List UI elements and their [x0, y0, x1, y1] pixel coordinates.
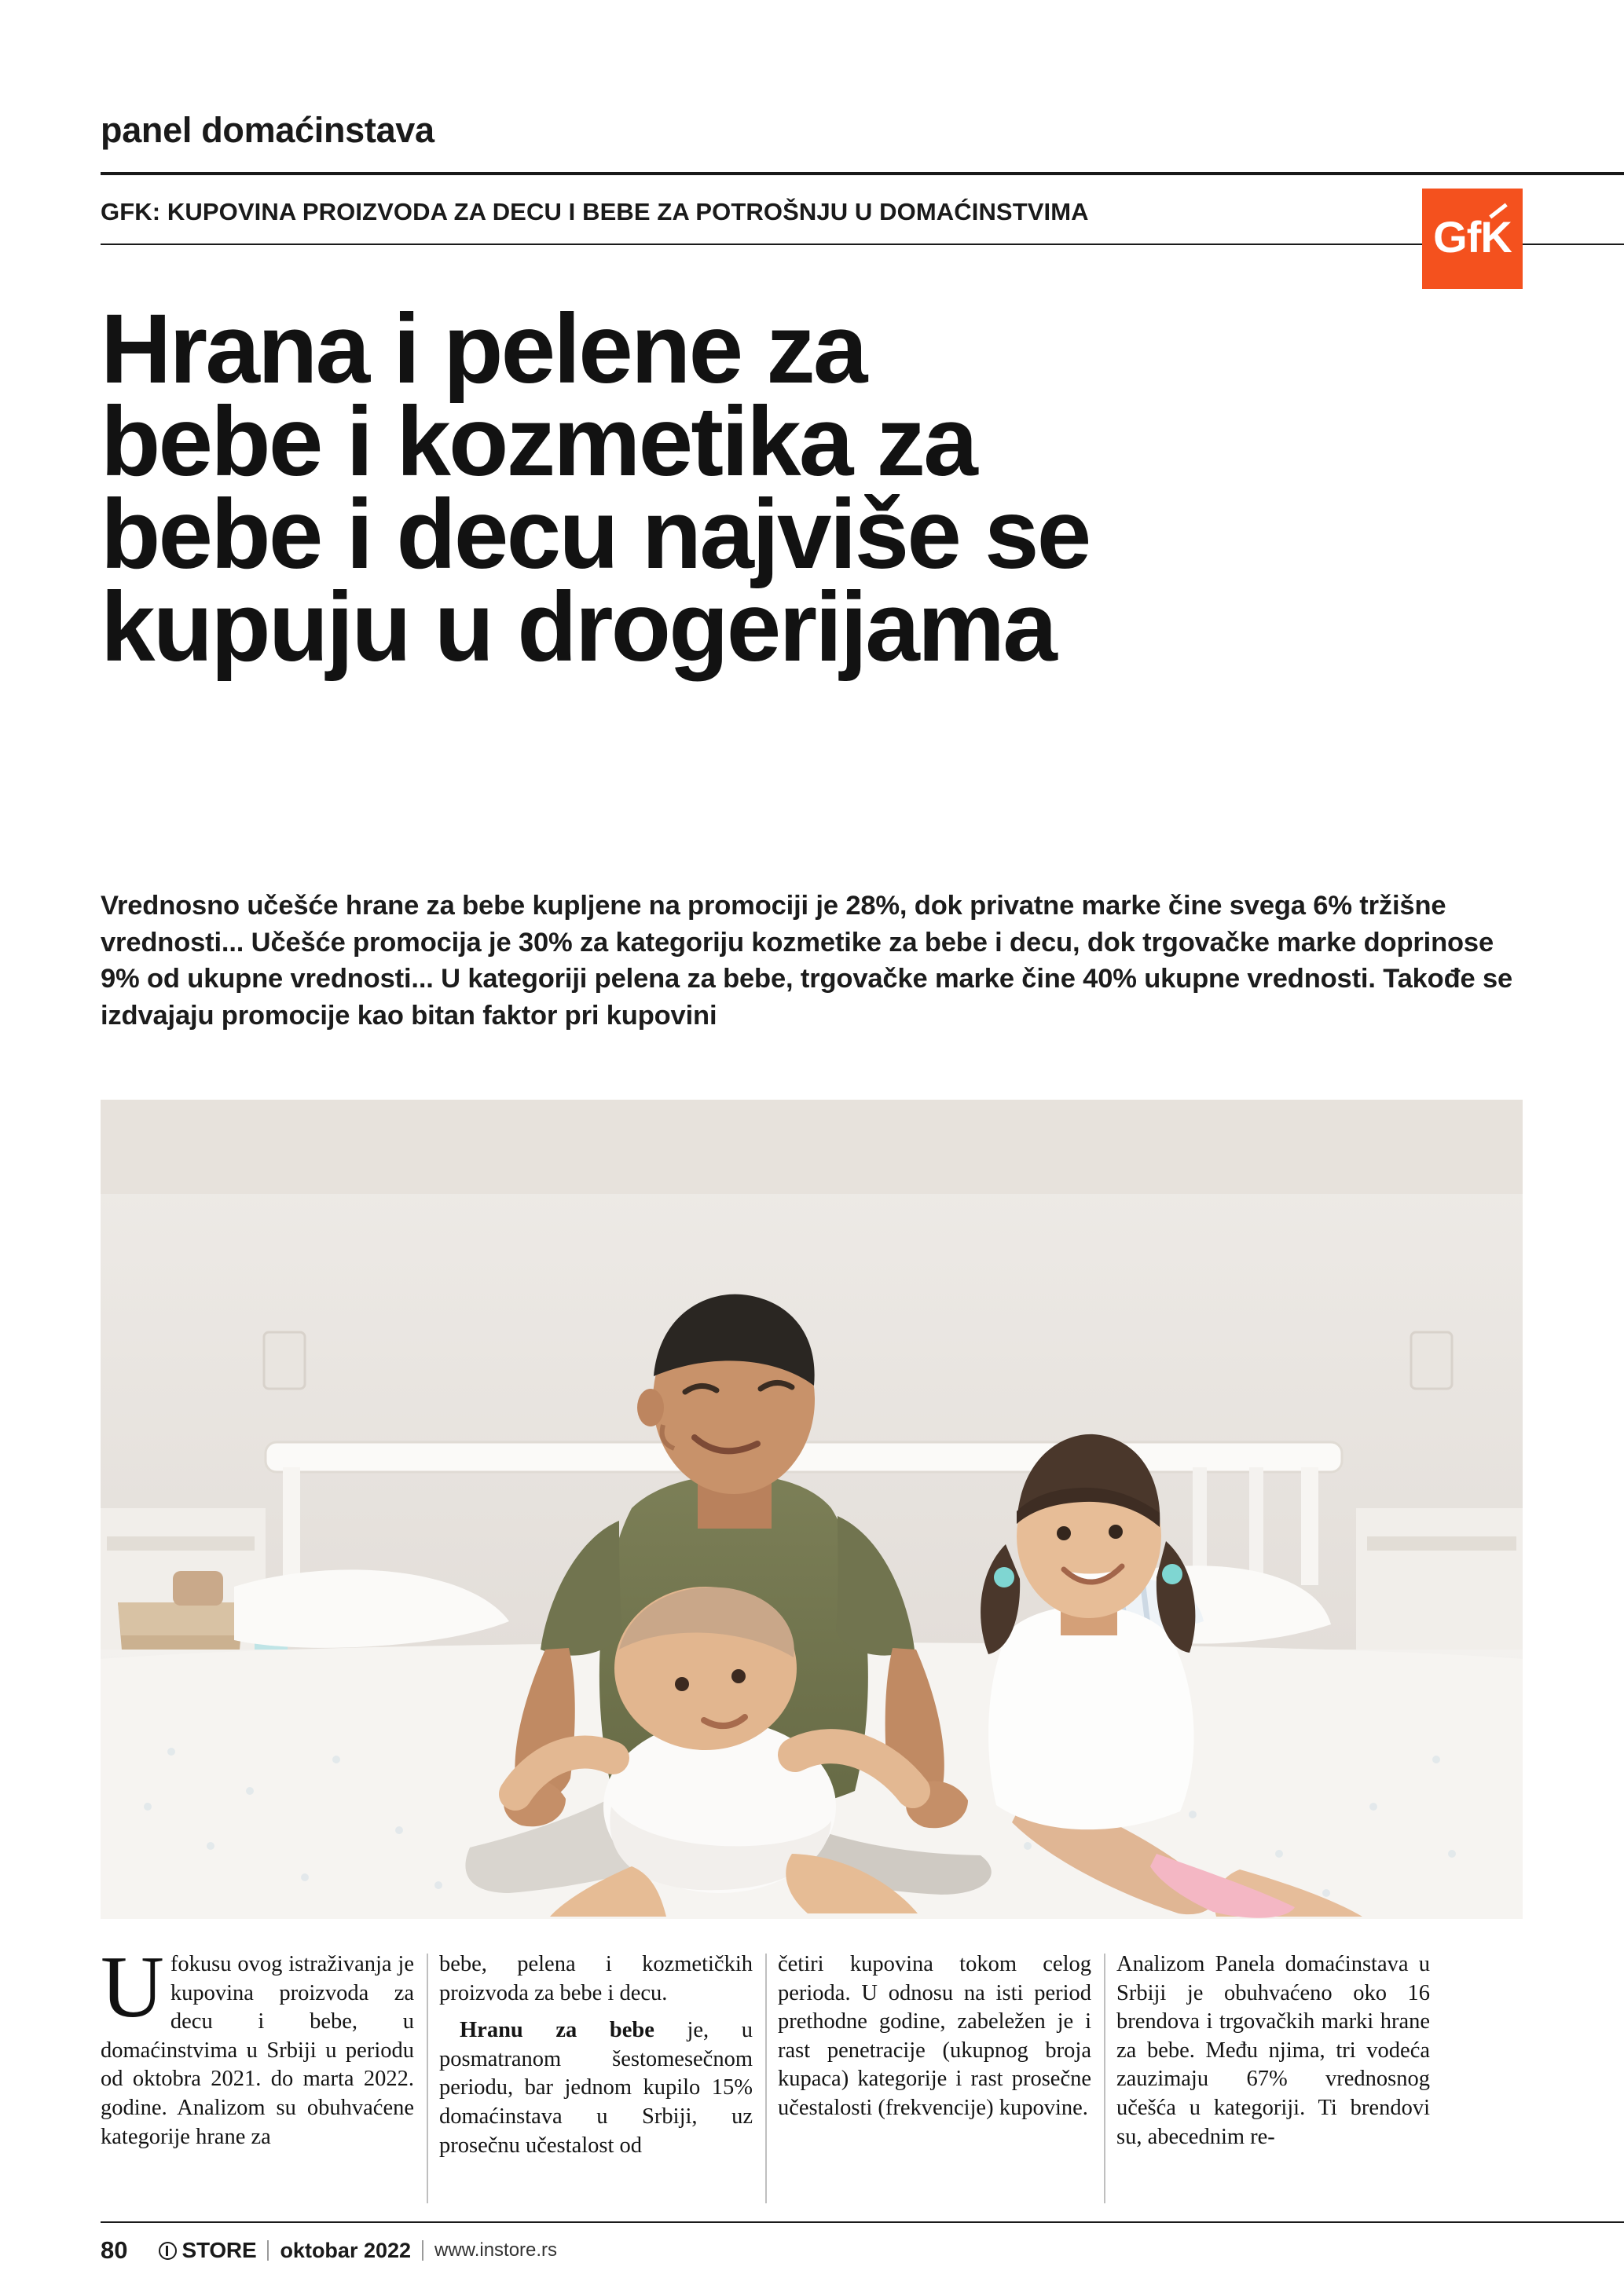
- section-title: GFK: KUPOVINA PROIZVODA ZA DECU I BEBE ZA POTROŠNJU U DOMAĆINSTVIMA: [101, 198, 1089, 225]
- article-body: [101, 1939, 1526, 2210]
- body-column-3: [778, 1950, 1116, 2210]
- kicker-divider: [101, 172, 1624, 175]
- paragraph: bebe, pelena i kozmetičkih proizvoda za bebe i decu.: [439, 1952, 753, 2005]
- footer-separator: [267, 2240, 269, 2261]
- paragraph: četiri kupovina tokom celog perioda. U odnosu na isti period prethodne godine, zabeležen je i rast penetracije (ukupnog broja kupaca) kategorije i rast prosečne učestalosti (frekvencije) kupovine.: [778, 1952, 1091, 2121]
- website-url: www.instore.rs: [434, 2239, 558, 2261]
- magazine-logo-label: STORE: [181, 2238, 257, 2262]
- issue-date: oktobar 2022: [280, 2238, 412, 2262]
- headline-line-2: bebe i kozmetika za: [101, 387, 976, 497]
- page-footer: [101, 2235, 557, 2266]
- section-divider: [101, 244, 1624, 245]
- page-kicker: panel domaćinstava: [101, 110, 434, 150]
- drop-cap: U: [101, 1939, 164, 2036]
- lead-paragraph: Vrednosno učešće hrane za bebe kupljene na promociji je 28%, dok privatne marke čine svega 6% tržišne vrednosti... Učešće promocija je 30% za kategoriju kozmetike za bebe i decu, dok trgovačke marke doprinose 9% od ukupne vrednosti... U kategoriji pelena za bebe, trgovačke marke čine 40% ukupne vrednosti. Takođe se izdvajaju promocije kao bitan faktor pri kupovini: [101, 891, 1513, 1031]
- paragraph: fokusu ovog istraživanja je kupovina proizvoda za decu i bebe, u domaćinstvima u Srbiji u periodu od oktobra 2021. do marta 2022. godine. Analizom su obuhvaćene kategorije hrane za: [101, 1952, 414, 2149]
- article-photo: [101, 1100, 1523, 1919]
- body-column-4: [1116, 1950, 1455, 2210]
- photo-illustration: [101, 1100, 1523, 1919]
- magazine-logo: [159, 2238, 256, 2263]
- headline-line-4: kupuju u drogerijama: [101, 573, 1055, 683]
- footer-divider: [101, 2221, 1624, 2223]
- column-divider: [765, 1954, 767, 2203]
- gfk-logo-label: GfK: [1433, 211, 1512, 262]
- footer-separator: [422, 2240, 423, 2261]
- body-column-1: [101, 1939, 439, 2210]
- paragraph: [439, 2016, 753, 2160]
- paragraph-lead-in: Hranu za bebe: [460, 2018, 654, 2043]
- gfk-logo: [1422, 189, 1523, 289]
- body-column-2: [439, 1950, 778, 2210]
- headline-line-3: bebe i decu najviše se: [101, 480, 1090, 590]
- instore-mark-icon: [159, 2242, 177, 2260]
- column-divider: [1104, 1954, 1105, 2203]
- paragraph: Analizom Panela domaćinstava u Srbiji je obuhvaćeno oko 16 brendova i trgovačkih marki hrane za bebe. Među njima, tri vodeća zauzimaju 67% vrednosnog učešća u kategoriji. Ti brendovi su, abecednim re-: [1116, 1952, 1430, 2149]
- headline-line-1: Hrana i pelene za: [101, 295, 866, 404]
- page-title: [101, 295, 1515, 683]
- paragraph-text: je, u posmatranom šestomesečnom periodu, bar jednom kupilo 15% domaćinstava u Srbiji, uz prosečnu učestalost od: [439, 2018, 753, 2158]
- page-number: 80: [101, 2236, 128, 2264]
- column-divider: [427, 1954, 428, 2203]
